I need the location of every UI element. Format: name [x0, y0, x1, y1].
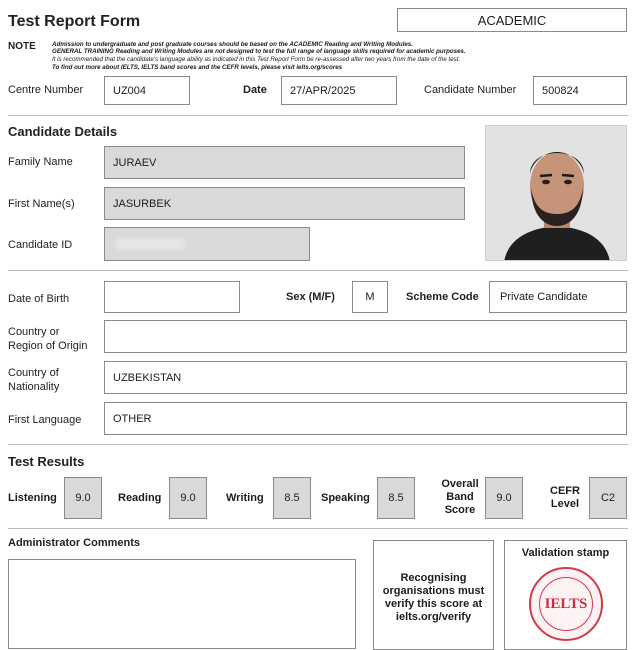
reading-score: 9.0 — [180, 492, 196, 504]
overall-label-line2: Band — [446, 491, 474, 503]
overall-score: 9.0 — [496, 492, 512, 504]
origin-field — [104, 320, 627, 353]
validation-title: Validation stamp — [521, 547, 610, 559]
test-results-title: Test Results — [8, 454, 85, 469]
listening-label: Listening — [8, 492, 57, 504]
note-label: NOTE — [8, 41, 36, 52]
centre-number-value: UZ004 — [113, 84, 147, 97]
date-field — [281, 76, 397, 105]
cefr-label-line1: CEFR — [550, 485, 580, 497]
divider — [8, 115, 628, 116]
sex-field — [352, 281, 388, 313]
candidate-photo — [485, 125, 627, 261]
date-value: 27/APR/2025 — [290, 84, 356, 97]
portrait-illustration — [486, 126, 627, 261]
cefr-label-line2: Level — [550, 498, 580, 510]
overall-label — [436, 478, 484, 517]
centre-number-label: Centre Number — [8, 84, 84, 96]
family-name-value: JURAEV — [113, 156, 157, 169]
centre-number-field — [104, 76, 190, 105]
note-line-3: It is recommended that the candidate's language ability as indicated in this Test Report Form be re-assessed after two years from the date of the test. — [52, 56, 461, 63]
recognising-text — [374, 572, 493, 624]
note-line-4: To find out more about IELTS, IELTS band scores and the CEFR levels, please visit ielts.org/scores — [52, 64, 343, 71]
nationality-field — [104, 361, 627, 394]
first-name-label: First Name(s) — [8, 198, 75, 210]
writing-label: Writing — [226, 492, 264, 504]
candidate-details-title: Candidate Details — [8, 124, 118, 139]
ielts-stamp-text: IELTS — [544, 596, 588, 612]
nationality-label-line2: Nationality — [8, 381, 60, 393]
sex-label: Sex (M/F) — [286, 291, 335, 303]
sex-value: M — [365, 291, 375, 303]
candidate-number-field — [533, 76, 627, 105]
candidate-number-label: Candidate Number — [424, 84, 517, 96]
recognising-box — [373, 540, 494, 650]
recognising-line1: Recognising — [400, 572, 467, 584]
dob-field — [104, 281, 240, 313]
first-language-field — [104, 402, 627, 435]
origin-label-line1: Country or — [8, 326, 60, 338]
first-language-label: First Language — [8, 414, 82, 426]
speaking-score-box — [377, 477, 415, 519]
dob-label: Date of Birth — [8, 293, 70, 305]
scheme-code-label: Scheme Code — [406, 291, 479, 303]
speaking-score: 8.5 — [388, 492, 404, 504]
writing-score-box — [273, 477, 311, 519]
note-line-1: Admission to undergraduate and post graduate courses should be based on the ACADEMIC Reading and Writing Modules. — [52, 41, 413, 48]
overall-label-line3: Score — [444, 504, 476, 516]
scheme-code-field — [489, 281, 627, 313]
speaking-label: Speaking — [321, 492, 370, 504]
listening-score-box — [64, 477, 102, 519]
recognising-line4: ielts.org/verify — [395, 611, 472, 623]
candidate-id-field — [104, 227, 310, 261]
recognising-line2: organisations must — [382, 585, 485, 597]
family-name-label: Family Name — [8, 156, 73, 168]
reading-score-box — [169, 477, 207, 519]
scheme-code-value: Private Candidate — [500, 291, 588, 303]
candidate-id-label: Candidate ID — [8, 239, 73, 251]
recognising-line3: verify this score at — [384, 598, 483, 610]
cefr-score-box — [589, 477, 627, 519]
date-label: Date — [243, 84, 267, 96]
first-language-value: OTHER — [113, 412, 152, 425]
cefr-label — [543, 485, 587, 511]
nationality-label-line1: Country of — [8, 367, 59, 379]
overall-label-line1: Overall — [441, 478, 479, 490]
divider — [8, 444, 628, 445]
writing-score: 8.5 — [284, 492, 300, 504]
admin-comments-box — [8, 559, 356, 649]
candidate-number-value: 500824 — [542, 84, 579, 97]
reading-label: Reading — [118, 492, 162, 504]
first-name-value: JASURBEK — [113, 197, 172, 210]
divider — [8, 270, 628, 271]
module-value: ACADEMIC — [477, 12, 547, 28]
redaction-blur — [115, 238, 185, 250]
note-line-2: GENERAL TRAINING Reading and Writing Modules are not designed to test the full range of language skills required for academic purposes. — [52, 48, 466, 55]
ielts-stamp — [529, 567, 603, 641]
listening-score: 9.0 — [75, 492, 91, 504]
admin-comments-title: Administrator Comments — [8, 537, 141, 549]
module-box — [397, 8, 627, 32]
cefr-score: C2 — [600, 492, 616, 504]
family-name-field — [104, 146, 465, 179]
first-name-field — [104, 187, 465, 220]
divider — [8, 528, 628, 529]
form-title: Test Report Form — [8, 13, 141, 30]
overall-score-box — [485, 477, 523, 519]
origin-label-line2: Region of Origin — [8, 340, 88, 352]
validation-box — [504, 540, 627, 650]
nationality-value: UZBEKISTAN — [113, 371, 182, 384]
